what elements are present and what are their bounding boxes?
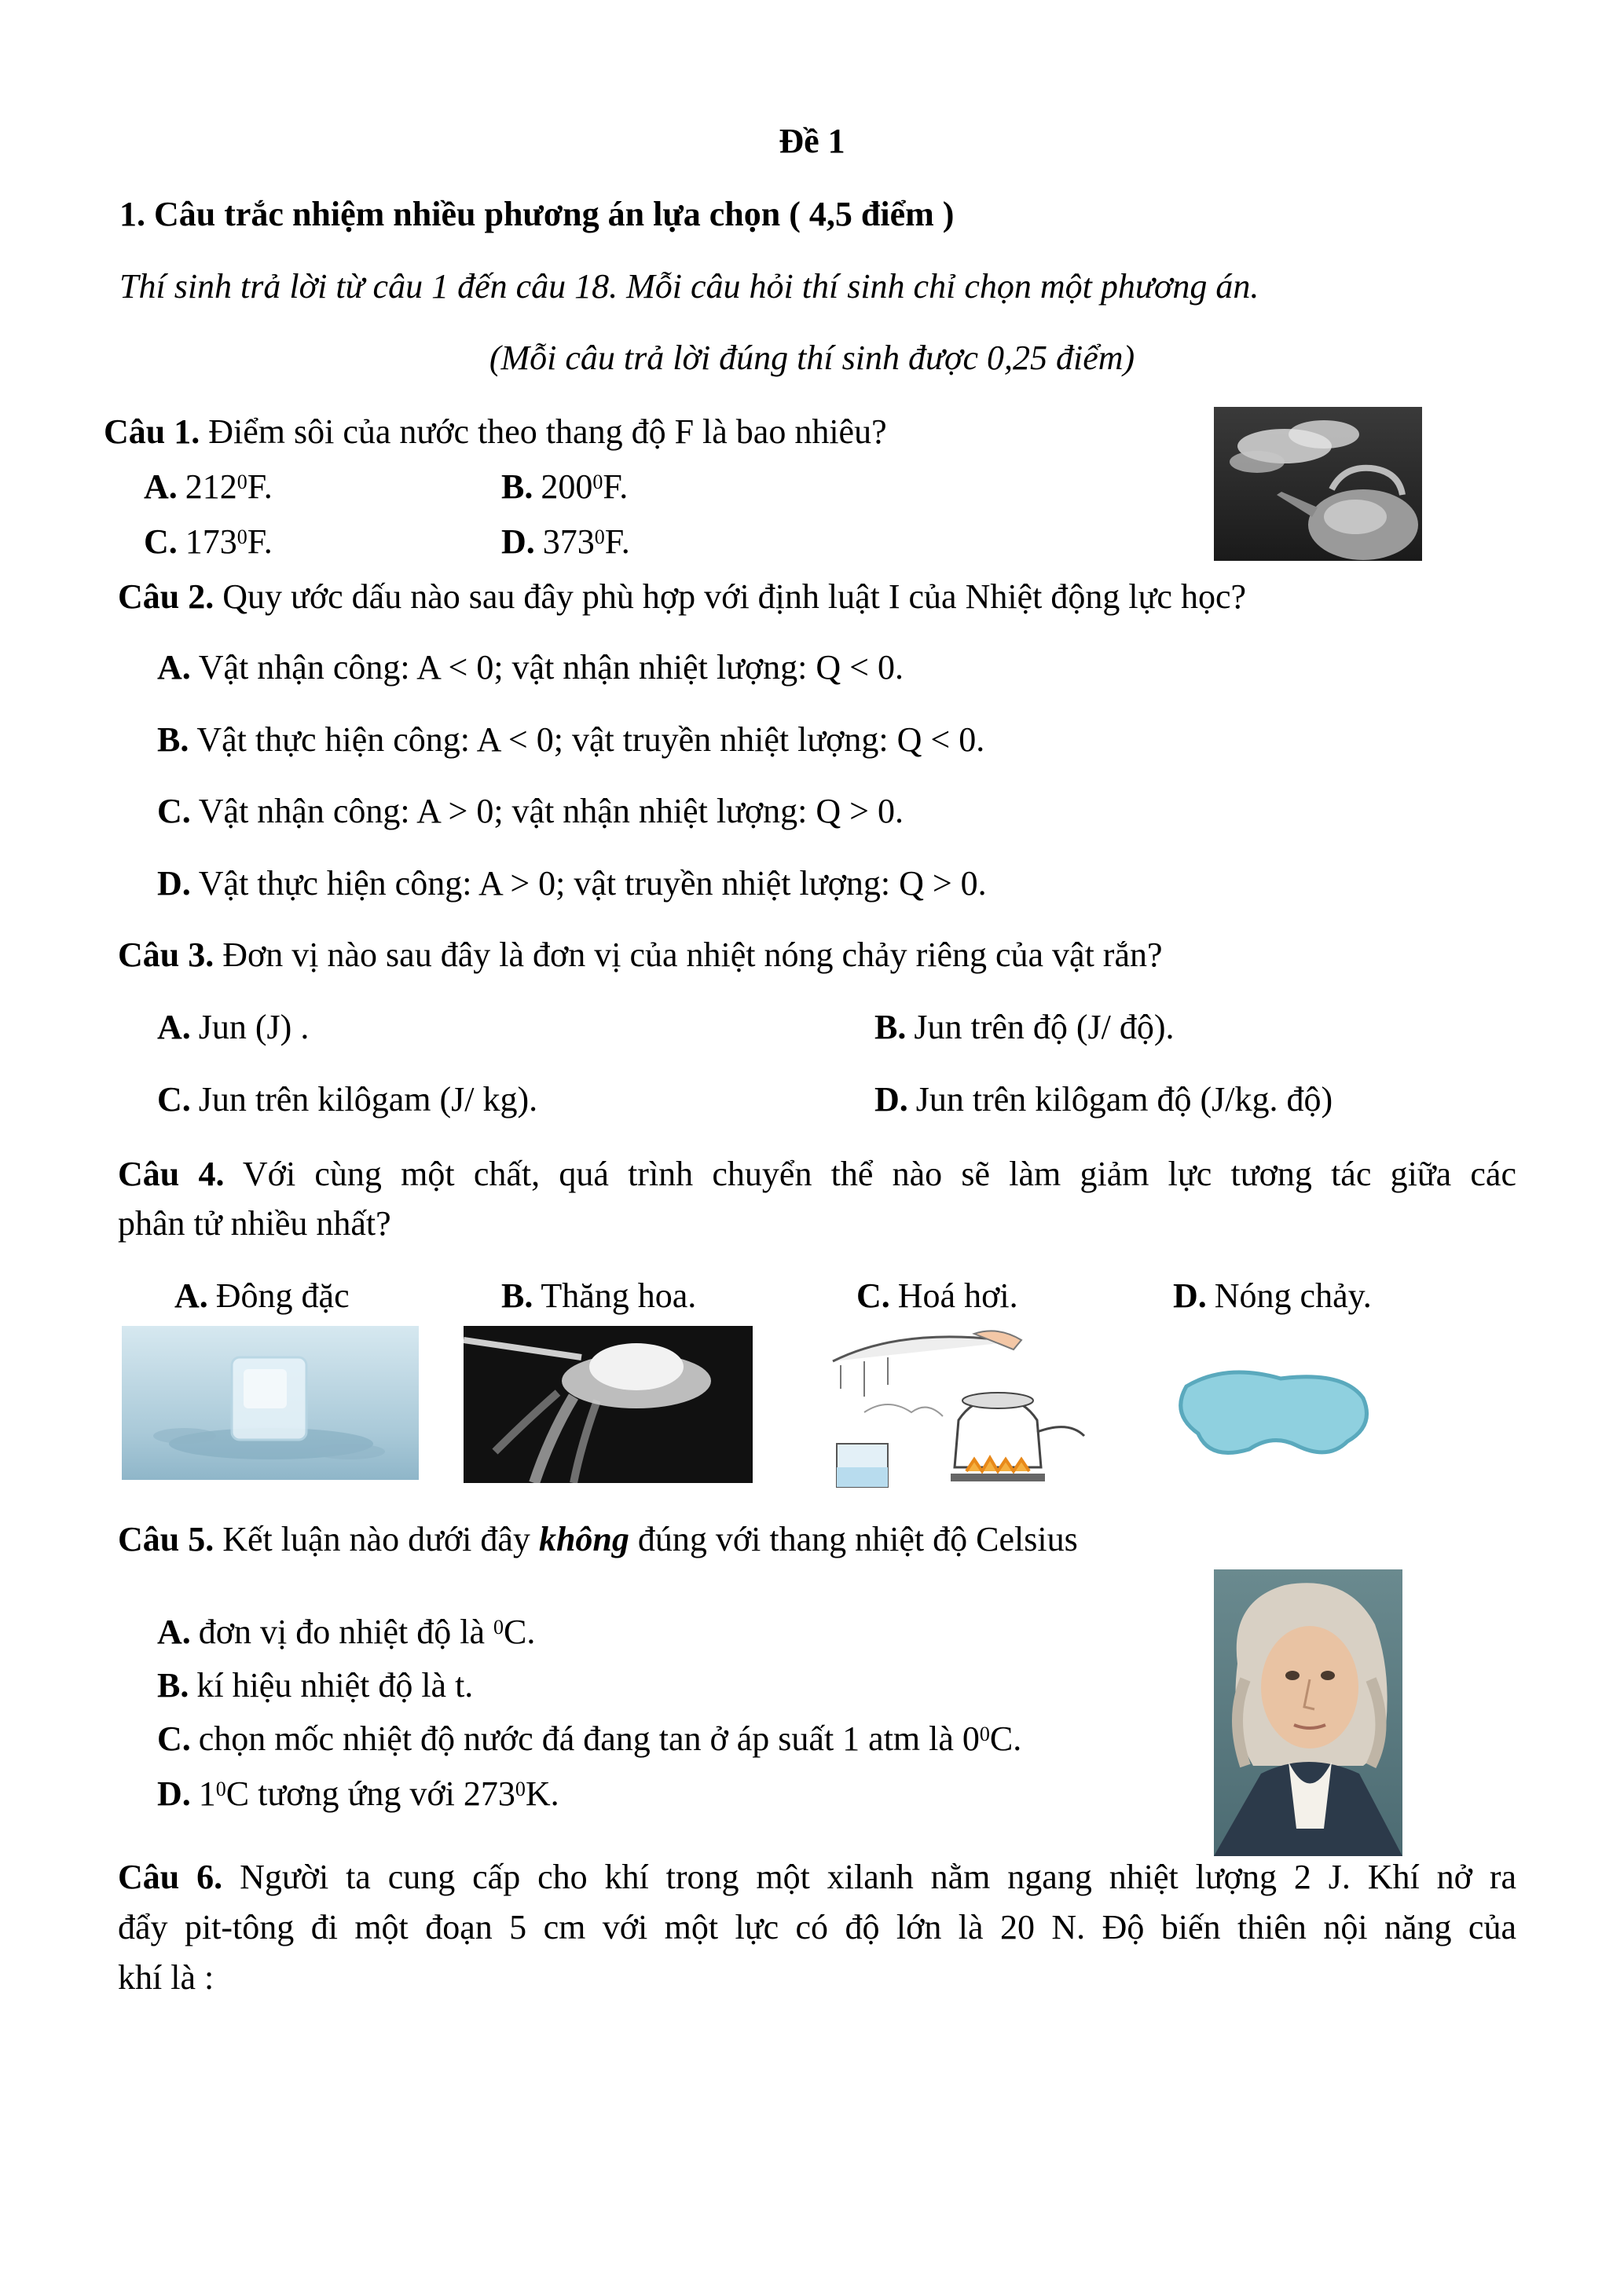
option-text: Jun trên độ (J/ độ). [914,1008,1175,1046]
question-label: Câu 1. [104,412,200,451]
option-letter: C. [157,792,191,830]
option-value: 273 [463,1774,515,1813]
option-text: chọn mốc nhiệt độ nước đá đang tan ở áp suất 1 atm là [198,1719,962,1758]
option-letter: A. [157,1008,191,1046]
q1-option-c[interactable] [144,520,273,564]
q1-option-b[interactable] [501,465,628,509]
q5-option-a[interactable] [157,1610,535,1654]
q4-option-c[interactable] [856,1274,1018,1318]
question-5 [118,1518,1078,1562]
option-value: 200 [541,467,593,506]
question-label: Câu 5. [118,1520,214,1558]
q1-option-a[interactable] [144,465,273,509]
question-text: Quy ước dấu nào sau đây phù hợp với định luật I của Nhiệt động lực học? [222,577,1246,616]
option-text: Jun trên kilôgam (J/ kg). [198,1080,538,1119]
option-letter: A. [157,1613,191,1651]
q4-option-a[interactable] [174,1274,350,1318]
question-text-post: đúng với thang nhiệt độ Celsius [629,1520,1078,1558]
question-1 [104,410,887,454]
option-text: Vật thực hiện công: A < 0; vật truyền nhiệt lượng: Q < 0. [196,720,985,759]
option-letter: A. [174,1276,208,1315]
superscript: 0 [493,1616,504,1639]
option-letter: D. [874,1080,908,1119]
question-label: Câu 3. [118,936,214,974]
q5-option-c[interactable] [157,1717,1021,1761]
q5-option-d[interactable] [157,1772,559,1816]
question-label: Câu 4. [118,1155,225,1193]
option-letter: A. [144,467,178,506]
option-letter: B. [501,1276,533,1315]
dry-ice-spoon-image [464,1326,753,1483]
q3-option-d[interactable] [874,1078,1333,1122]
superscript: 0 [236,525,247,548]
ice-cube-image [122,1326,419,1480]
question-text-emphasis: không [538,1520,629,1558]
question-6 [118,1855,1516,1899]
option-value: 373 [542,522,595,561]
option-text: C tương ứng với [225,1774,464,1813]
option-text: Đông đặc [215,1276,350,1315]
option-letter: B. [874,1008,907,1046]
section-instruction: Thí sinh trả lời từ câu 1 đến câu 18. Mỗi câu hỏi thí sinh chỉ chọn một phương án. [119,267,1259,306]
superscript: 0 [979,1723,990,1745]
q4-option-d[interactable] [1173,1274,1372,1318]
water-puddle-image [1163,1355,1383,1465]
option-letter: D. [1173,1276,1207,1315]
question-text: Đơn vị nào sau đây là đơn vị của nhiệt nóng chảy riêng của vật rắn? [222,936,1163,974]
option-text: Vật thực hiện công: A > 0; vật truyền nhiệt lượng: Q > 0. [198,864,987,903]
q3-option-c[interactable] [157,1078,537,1122]
option-letter: B. [157,1666,189,1705]
option-text: Jun trên kilôgam độ (J/kg. độ) [915,1080,1333,1119]
option-letter: C. [157,1080,191,1119]
q2-option-b[interactable] [157,718,984,762]
option-text: Vật nhận công: A > 0; vật nhận nhiệt lượng: Q > 0. [198,792,904,830]
question-label: Câu 2. [118,577,214,616]
option-letter: D. [157,1774,191,1813]
option-text: Hoá hơi. [897,1276,1018,1315]
option-value: 0 [962,1719,980,1758]
question-6-line-2 [118,1906,1516,1950]
question-2 [118,575,1246,619]
superscript: 0 [215,1778,226,1800]
q2-option-c[interactable] [157,789,904,833]
kettle-steam-image [1214,407,1422,561]
q2-option-d[interactable] [157,862,987,906]
celsius-portrait-image [1214,1569,1402,1856]
question-text-pre: Kết luận nào dưới đây [222,1520,539,1558]
question-6-line-3: khí là : [118,1958,214,1997]
q5-option-b[interactable] [157,1664,473,1708]
option-unit: F. [247,467,273,506]
q4-option-b[interactable] [501,1274,696,1318]
option-tail: C. [989,1719,1022,1758]
option-text: Vật nhận công: A < 0; vật nhận nhiệt lượng: Q < 0. [198,648,904,687]
option-letter: C. [144,522,178,561]
option-unit: F. [603,467,629,506]
superscript: 0 [236,471,247,493]
page-title: Đề 1 [779,122,845,160]
option-letter: D. [157,864,191,903]
option-value: 173 [185,522,237,561]
option-letter: C. [856,1276,890,1315]
option-letter: B. [501,467,533,506]
option-text: kí hiệu nhiệt độ là t. [196,1666,474,1705]
option-unit: F. [247,522,273,561]
option-text: Nóng chảy. [1214,1276,1372,1315]
question-label: Câu 6. [118,1858,223,1896]
question-4 [118,1152,1516,1196]
q3-option-b[interactable] [874,1005,1175,1049]
boiling-kettle-drawing-image [817,1326,1100,1491]
section-scoring: (Mỗi câu trả lời đúng thí sinh được 0,25 điểm) [489,339,1135,377]
option-tail: K. [525,1774,559,1813]
question-text-line-1: Người ta cung cấp cho khí trong một xilanh nằm ngang nhiệt lượng 2 J. Khí nở ra [240,1858,1517,1896]
option-letter: A. [157,648,191,687]
question-text-line-2: đẩy pit-tông đi một đoạn 5 cm với một lực có độ lớn là 20 N. Độ biến thiên nội năng của [118,1908,1516,1946]
option-value: 1 [198,1774,216,1813]
question-3 [118,933,1163,977]
option-value: 212 [185,467,237,506]
option-unit: F. [604,522,630,561]
option-text: Jun (J) . [198,1008,310,1046]
question-text-line-1: Với cùng một chất, quá trình chuyển thể nào sẽ làm giảm lực tương tác giữa các [242,1155,1516,1193]
question-text: Điểm sôi của nước theo thang độ F là bao nhiêu? [208,412,887,451]
superscript: 0 [594,525,605,548]
option-tail: C. [504,1613,536,1651]
q2-option-a[interactable] [157,646,904,690]
superscript: 0 [592,471,603,493]
question-4-line-2: phân tử nhiều nhất? [118,1204,391,1243]
option-letter: C. [157,1719,191,1758]
option-letter: D. [501,522,535,561]
superscript: 0 [515,1778,526,1800]
section-heading: 1. Câu trắc nhiệm nhiều phương án lựa chọn ( 4,5 điểm ) [119,195,955,233]
option-text: Thăng hoa. [541,1276,697,1315]
option-text: đơn vị đo nhiệt độ là [198,1613,494,1651]
q3-option-a[interactable] [157,1005,309,1049]
q1-option-d[interactable] [501,520,630,564]
option-letter: B. [157,720,189,759]
